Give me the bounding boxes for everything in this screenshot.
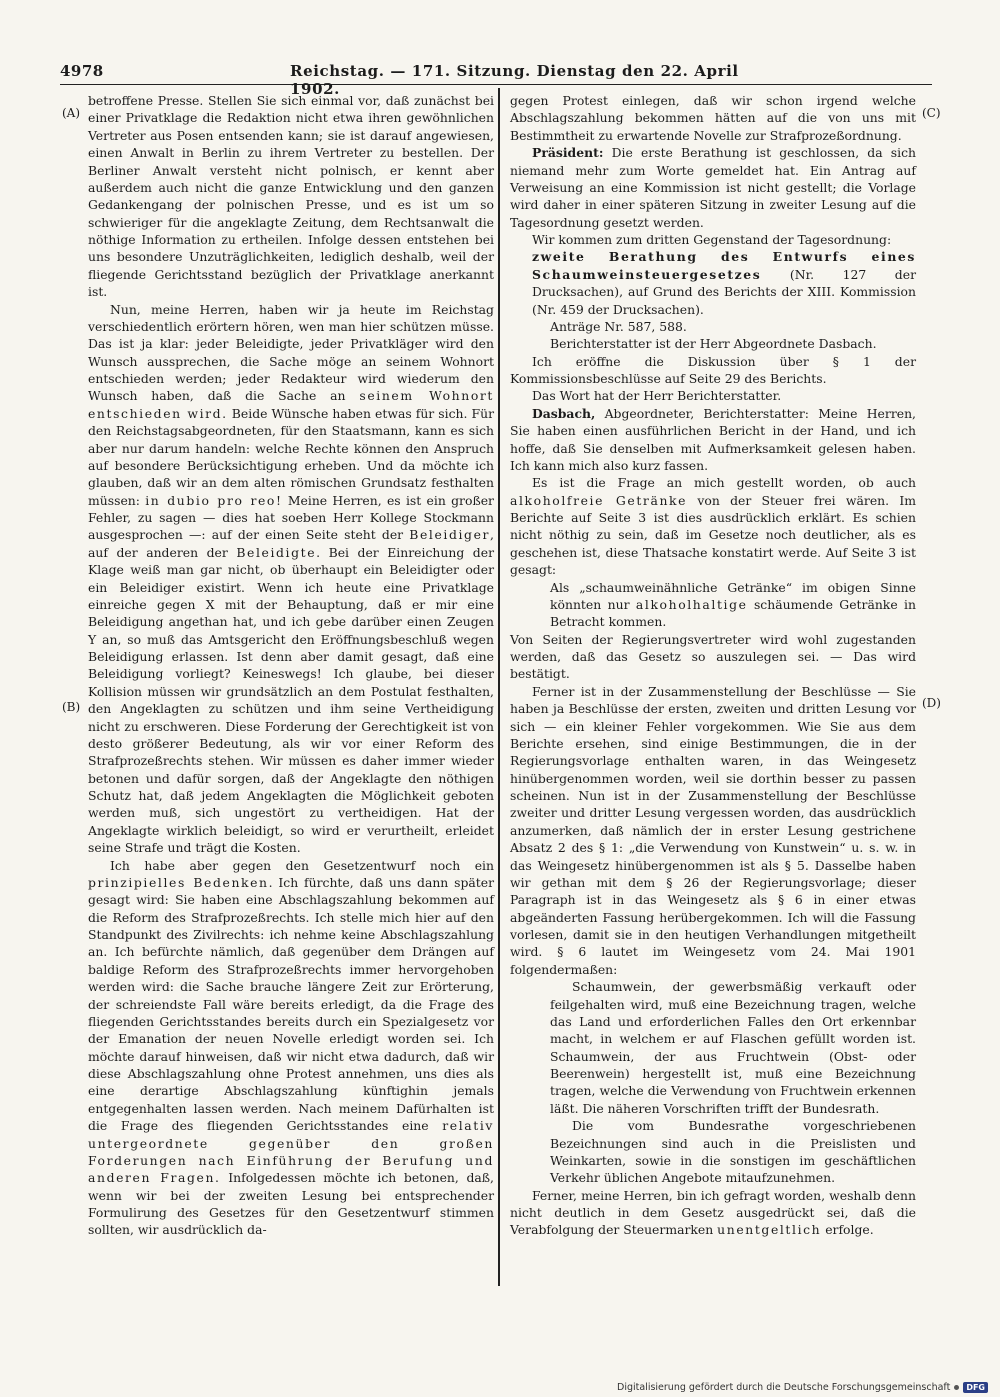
paragraph: [88, 301, 494, 857]
paragraph: gegen Protest einlegen, daß wir schon irgend welche Abschlagszahlung bekommen hätten auf die von uns mit Bestimmtheit zu erwartende Novelle zur Strafprozeßordnung.: [510, 93, 916, 143]
agenda-title: zweite Berathung des Entwurfs eines Schaumweinsteuergesetzes: [532, 249, 916, 282]
text-run: Abgeordneter, Berichterstatter: Meine Herren, Sie haben einen ausführlichen Bericht in der Hand, und ich hoffe, daß Sie denselben mit Aufmerksamkeit gelesen haben. Ich kann mich also kurz fassen.: [510, 405, 916, 473]
spaced-text: alkoholfreie Getränke: [510, 492, 688, 508]
spaced-text: Beleidiger: [409, 527, 491, 543]
text-run: Die erste Berathung ist geschlossen, da sich niemand mehr zum Worte gemeldet hat. Ein Antrag auf Verweisung an eine Kommission ist nicht gestellt; die Vorlage wird daher in einer späteren Sitzung in zweiter Lesung auf die Tagesordnung gesetzt werden.: [510, 145, 916, 230]
text-run: Infolgedessen möchte ich betonen, daß, wenn wir bei der zweiten Lesung bei entsprechender Formulirung des Gesetzes für den Gesetzentwurf stimmen sollten, wir ausdrücklich da-: [88, 1170, 494, 1238]
spaced-text: relativ untergeordnete gegenüber den großen Forderungen nach Einführung der Berufung und anderen Fragen.: [88, 1118, 494, 1186]
block-quote: Die vom Bundesrathe vorgeschriebenen Bezeichnungen sind auch in die Preislisten und Weinkarten, sowie in die sonstigen im geschäftlichen Verkehr üblichen Angebote mitaufzunehmen.: [550, 1118, 916, 1186]
paragraph: [510, 144, 916, 231]
paragraph: Ferner ist in der Zusammenstellung der Beschlüsse — Sie haben ja Beschlüsse der ersten, zweiten und dritten Lesung vor sich — ein kleiner Fehler vorgekommen. Wie Sie aus dem Berichte ersehen, sind einige Bestimmungen, die in der Regierungsvorlage enthalten waren, in das Weingesetz hinübergenommen worden, weil sie dorthin besser zu passen scheinen. Nun ist in der Zusammenstellung der Beschlüsse zweiter und dritter Lesung vergessen worden, das ausdrücklich anzumerken, daß nämlich der in erster Lesung gestrichene Absatz 2 des § 1: „die Verwendung von Kunstwein“ u. s. w. in das Weingesetz hinübergenommen ist als § 5. Dasselbe haben wir gethan mit dem § 26 der Regierungsvorlage; dieser Paragraph ist in das Weingesetz als § 6 in einer etwas abgeänderten Fassung herübergekommen. Ich will die Fassung vorlesen, damit sie in den heutigen Verhandlungen mitgetheilt wird. § 6 lautet im Weingesetz vom 24. Mai 1901 folgendermaßen:: [510, 683, 916, 977]
paragraph: Anträge Nr. 587, 588.: [550, 318, 687, 334]
paragraph: Das Wort hat der Herr Berichterstatter.: [532, 388, 782, 404]
spaced-text: prinzipielles Bedenken: [88, 874, 269, 890]
margin-marker-c: (C): [922, 106, 941, 120]
column-rule: [498, 88, 500, 1286]
paragraph: betroffene Presse. Stellen Sie sich einmal vor, daß zunächst bei einer Privatklage die Redaktion nicht etwa ihren gewöhnlichen Vertreter aus Posen entsenden kann; sie ist darauf angewiesen, einen Anwalt in Berlin zu ihrem Vertreter zu bestellen. Der Berliner Anwalt versteht nicht polnisch, er kennt aber außerdem auch nicht die ganze Entwicklung und den ganzen Gedankengang der polnischen Presse, und es ist um so schwieriger für die angeklagte Zeitung, dem Rechtsanwalt die nöthige Information zu ertheilen. Infolge dessen entstehen bei uns besondere Unzuträglichkeiten, lediglich deshalb, weil der fliegende Gerichtsstand bezüglich der Privatklage anerkannt ist.: [88, 93, 494, 300]
spaced-text: in dubio pro reo!: [145, 492, 283, 508]
page-header: [60, 62, 932, 98]
paragraph: Von Seiten der Regierungsvertreter wird wohl zugestanden werden, daß das Gesetz so auszulegen sei. — Das wird bestätigt.: [510, 631, 916, 682]
paragraph: [510, 405, 916, 475]
paragraph: [510, 474, 916, 578]
paragraph: Wir kommen zum dritten Gegenstand der Tagesordnung:: [532, 232, 892, 247]
text-run: Ich habe aber gegen den Gesetzentwurf noch ein: [110, 857, 494, 873]
running-head: Reichstag. — 171. Sitzung. Dienstag den 22. April 1902.: [290, 62, 739, 98]
paragraph: Ich eröffne die Diskussion über § 1 der Kommissionsbeschlüsse auf Seite 29 des Berichts.: [510, 353, 916, 386]
block-quote: Schaumwein, der gewerbsmäßig verkauft oder feilgehalten wird, muß eine Bezeichnung tragen, welche das Land und erforderlichen Falles den Ort erkennbar macht, in welchem er auf Flaschen gefüllt worden ist. Schaumwein, der aus Fruchtwein (Obst- oder Beerenwein) hergestellt ist, muß eine Bezeichnung tragen, welche die Verwendung von Fruchtwein erkennen läßt. Die näheren Vorschriften trifft der Bundesrath.: [550, 979, 916, 1116]
digitization-footer: [617, 1382, 988, 1393]
spaced-text: Beleidigte: [236, 544, 317, 560]
block-quote: [510, 579, 916, 631]
margin-marker-a: (A): [62, 106, 81, 120]
right-column: [510, 92, 916, 1239]
spaced-text: seinem Wohnort entschieden wird.: [88, 388, 494, 421]
text-run: . Ich fürchte, daß uns dann später gesagt wird: Sie haben eine Abschlagszahlung bekommen auf die Reform des Strafprozeßrechts. Ich stelle mich hier auf den Standpunkt des Zivilrechts: ich nehme keine Abschlagszahlung an. Ich befürchte nämlich, daß gegenüber dem Drängen auf baldige Reform des Strafprozeßrechts immer hervorgehoben werden wird: die Sache brauche längere Zeit zur Erörterung, der schreiendste Fall wäre bereits erledigt, da die Frage des fliegenden Gerichtsstandes bereits durch ein Spezialgesetz vor der Emanation der neuen Novelle erledigt worden sei. Ich möchte darauf hinweisen, daß wir nicht etwa dadurch, daß wir diese Abschlagszahlung ohne Protest annehmen, uns dies als eine derartige Abschlagszahlung künftighin jemals entgegenhalten lassen werden. Nach meinem Dafürhalten ist die Frage des fliegenden Gerichtsstandes eine: [88, 874, 495, 1134]
speaker-name: Dasbach,: [532, 405, 596, 421]
margin-marker-b: (B): [62, 700, 81, 714]
footer-text: Digitalisierung gefördert durch die Deutsche Forschungsgemeinschaft: [617, 1382, 951, 1393]
bullet-icon: [954, 1385, 959, 1390]
text-run: von der Steuer frei wären. Im Berichte auf Seite 3 ist dies ausdrücklich erklärt. Es schien nicht nöthig zu sein, daß im Gesetze noch deutlicher, als es geschehen ist, diese Thatsache konstatirt werde. Auf Seite 3 ist gesagt:: [510, 492, 916, 578]
text-run: Beide Wünsche haben etwas für sich. Für den Reichstagsabgeordneten, für den Staatsmann, kann es sich aber nur darum handeln: welche Rechte können den Anspruch auf besondere Berücksichtigung erheben. Und da möchte ich glauben, daß wir an dem alten römischen Grundsatz festhalten müssen:: [88, 405, 494, 508]
text-run: (Nr. 127 der Drucksachen), auf Grund des Berichts der XIII. Kommission (Nr. 459 der Drucksachen).: [532, 266, 916, 317]
paragraph: [510, 1187, 916, 1239]
page-number: 4978: [60, 62, 104, 80]
text-run: Nun, meine Herren, haben wir ja heute im Reichstag verschiedentlich erörtern hören, wen man hier schützen müsse. Das ist ja klar: jeder Beleidigte, jeder Privatkläger wird den Wunsch aussprechen, die Sache möge an seinem Wohnort entschieden werden; jeder Redakteur wird wiederum den Wunsch haben, daß die Sache an: [88, 301, 494, 404]
text-run: Es ist die Frage an mich gestellt worden, ob auch: [532, 475, 916, 491]
text-run: , auf der anderen der: [88, 527, 494, 560]
text-run: Meine Herren, es ist ein großer Fehler, zu sagen — dies hat soeben Herr Kollege Stockmann ausgesprochen —: auf der einen Seite steht der: [88, 492, 494, 543]
text-run: . Bei der Einreichung der Klage weiß man gar nicht, ob überhaupt ein Beleidigter oder ein Beleidiger existirt. Wenn ich heute eine Privatklage einreiche gegen X mit der Behauptung, daß er mir eine Beleidigung angethan hat, und ich gebe darüber einen Zeugen Y an, so muß das Amtsgericht den Eröffnungsbeschluß wegen Beleidigung erlassen. Ist denn aber damit gesagt, daß eine Beleidigung vorliegt? Keineswegs! Ich glaube, bei dieser Kollision müssen wir grundsätzlich an dem Postulat festhalten, den Angeklagten zu schützen und ihm seine Vertheidigung nicht zu erschweren. Diese Forderung der Gerechtigkeit ist von desto größerer Bedeutung, als wir vor einer Reform des Strafprozeßrechts stehen. Wir müssen es daher immer wieder betonen und dafür sorgen, daß der Angeklagte den nöthigen Schutz hat, daß jedem Angeklagten die Möglichkeit geboten werden muß, sich ungestört zu vertheidigen. Hat der Angeklagte wirklich beleidigt, so wird er verurtheilt, erleidet seine Strafe und trägt die Kosten.: [88, 544, 494, 856]
dfg-logo: DFG: [963, 1382, 988, 1393]
spaced-text: alkoholhaltige: [635, 596, 748, 612]
text-run: schäumende Getränke in Betracht kommen.: [550, 596, 916, 630]
speaker-name: Präsident:: [532, 145, 604, 161]
paragraph: Berichterstatter ist der Herr Abgeordnete Dasbach.: [550, 336, 877, 352]
text-run: Als „schaumweinähnliche Getränke“ im obigen Sinne könnten nur: [550, 579, 916, 612]
agenda-item: [510, 248, 916, 318]
left-column: [88, 92, 494, 1239]
text-run: erfolge.: [825, 1222, 874, 1238]
margin-marker-d: (D): [922, 696, 941, 710]
paragraph: [88, 857, 494, 1239]
text-run: Ferner, meine Herren, bin ich gefragt worden, weshalb denn nicht deutlich in dem Gesetz ausgedrückt sei, daß die Verabfolgung der Steuermarken: [510, 1187, 916, 1238]
spaced-text: unentgeltlich: [717, 1222, 822, 1238]
